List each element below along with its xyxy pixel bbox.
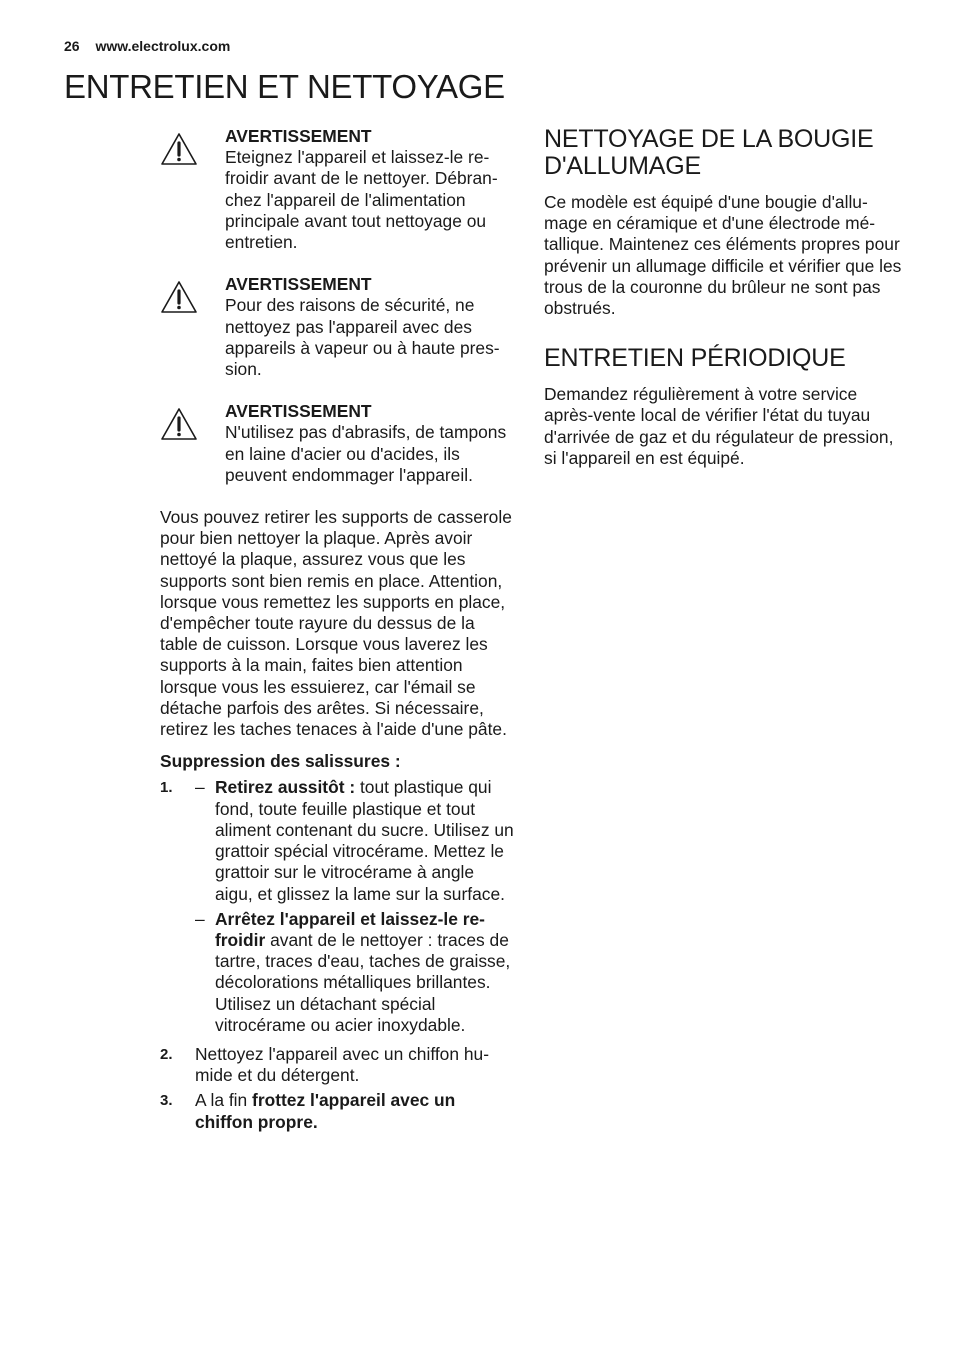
section-text-maintenance: Demandez régulièrement à votre service après-vente local de vérifier l'état du tuyau d'arrivée de gaz et du régulateur de pression, si l'appareil en est équipé. xyxy=(544,384,894,468)
step-3 xyxy=(160,1090,516,1132)
section-heading-ignition: NETTOYAGE DE LA BOUGIE D'ALLUMAGE xyxy=(544,125,874,180)
step-number: 1. xyxy=(160,779,173,797)
step-1-item-b xyxy=(195,909,516,1036)
step-number: 2. xyxy=(160,1045,173,1063)
step-1b-text: avant de le nettoyer : traces de tartre, traces d'eau, taches de graisse, décolorations métalliques brillantes. Utilisez un détachant spécial vitrocérame ou acier inoxydable. xyxy=(215,929,511,1035)
warning-text: N'utilisez pas d'abrasifs, de tampons en laine d'acier ou d'acides, ils peuvent endommager l'appareil. xyxy=(225,422,507,485)
warning-triangle-icon xyxy=(160,407,198,441)
step-1a-text: tout plastique qui fond, toute feuille plastique et tout aliment contenant du sucre. Utilisez un grattoir spécial vitrocérame. Mettez le grattoir sur le vitrocérame à angle aigu, et glissez la lame sur la surface. xyxy=(215,777,514,904)
warning-title: AVERTISSEMENT xyxy=(225,401,372,422)
intro-paragraph: Vous pouvez retirer les supports de casserole pour bien nettoyer la plaque. Après avoir nettoyé la plaque, assurez vous que les supports sont bien remis en place. Attention, lorsque vous remettez les supports en place, d'empêcher toute rayure du dessus de la table de cuisson. Lorsque vous laverez les supports à la main, faites bien attention lorsque vous les essuierez, car l'émail se détache parfois des arêtes. Si nécessaire, retirez les taches tenaces à l'aide d'une pâte. xyxy=(160,507,512,740)
section-text-ignition: Ce modèle est équipé d'une bougie d'allumage en céramique et d'une électrode métallique. Maintenez ces éléments propres pour prévenir un allumage difficile et vérifier que les trous de la couronne du brûleur ne sont pas obstrués. xyxy=(544,192,902,319)
dash-bullet: – xyxy=(195,908,205,929)
step-2-text: Nettoyez l'appareil avec un chiffon humide et du détergent. xyxy=(195,1043,489,1086)
warning-block xyxy=(160,126,516,253)
step-1 xyxy=(160,777,516,1039)
page-header xyxy=(64,38,230,54)
step-2 xyxy=(160,1044,516,1086)
section-heading-maintenance: ENTRETIEN PÉRIODIQUE xyxy=(544,344,846,373)
step-3-text: A la fin xyxy=(195,1090,253,1111)
website-url: www.electrolux.com xyxy=(95,38,231,54)
dash-bullet: – xyxy=(195,777,205,798)
page-number: 26 xyxy=(64,38,80,54)
step-number: 3. xyxy=(160,1092,173,1110)
warning-text: Eteignez l'appareil et laissez-le refroidir avant de le nettoyer. Débranchez l'appareil de l'alimentation principale avant tout nettoyage ou entretien. xyxy=(225,147,498,253)
dirt-removal-heading: Suppression des salissures : xyxy=(160,751,401,772)
warning-title: AVERTISSEMENT xyxy=(225,274,372,295)
warning-triangle-icon xyxy=(160,132,198,166)
right-column xyxy=(544,126,904,480)
page-title: ENTRETIEN ET NETTOYAGE xyxy=(64,68,505,105)
warning-block xyxy=(160,274,516,380)
left-column xyxy=(160,126,516,1137)
step-1a-bold: Retirez aussitôt : xyxy=(215,777,356,798)
step-1b-bold: Arrêtez l'appareil et laissez-le refroidir xyxy=(215,908,485,950)
warning-title: AVERTISSEMENT xyxy=(225,126,372,146)
warning-block xyxy=(160,401,516,486)
warning-triangle-icon xyxy=(160,280,198,314)
warning-text: Pour des raisons de sécurité, ne nettoyez pas l'appareil avec des appareils à vapeur ou à haute pression. xyxy=(225,295,500,380)
step-1-item-a xyxy=(195,777,516,904)
step-3-bold: frottez l'appareil avec un chiffon propre. xyxy=(195,1090,456,1132)
